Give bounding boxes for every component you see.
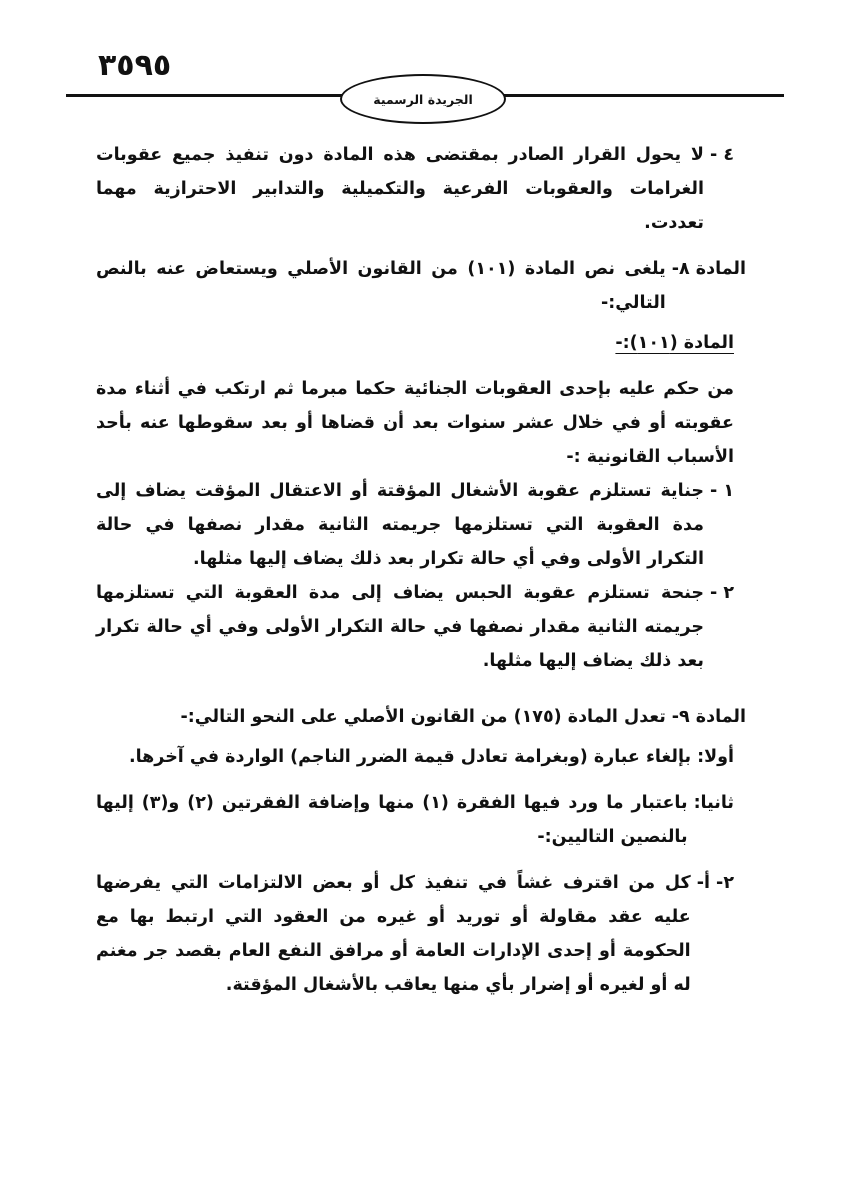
second-amendment bbox=[96, 786, 734, 854]
article-101-item-1-text: جناية تستلزم عقوبة الأشغال المؤقتة أو الاعتقال المؤقت يضاف إلى مدة العقوبة التي تستلزمها جريمته الثانية مقدار نصفها في حالة التكرار الأولى وفي أي حالة تكرار بعد ذلك يضاف إليها مثلها. bbox=[96, 481, 704, 569]
second-amendment-number: ثانيا: bbox=[693, 793, 734, 813]
article-8-label: المادة ٨- bbox=[671, 259, 746, 279]
page-content bbox=[96, 138, 746, 1002]
second-amendment-text: باعتبار ما ورد فيها الفقرة (١) منها وإضافة الفقرتين (٢) و(٣) إليها بالنصين التاليين:- bbox=[96, 793, 688, 847]
article-101-item-2-number: ٢ - bbox=[709, 583, 734, 603]
article-101-item-1 bbox=[96, 474, 734, 576]
article-8 bbox=[96, 252, 746, 320]
article-101-item-2 bbox=[96, 576, 734, 678]
first-amendment bbox=[96, 740, 734, 774]
article-9-text: تعدل المادة (١٧٥) من القانون الأصلي على النحو التالي:- bbox=[180, 707, 666, 727]
first-amendment-number: أولا: bbox=[697, 747, 734, 767]
clause-4 bbox=[96, 138, 734, 240]
paragraph-2a-text: كل من اقترف غشاً في تنفيذ كل أو بعض الالتزامات التي يفرضها عليه عقد مقاولة أو توريد أو غيره من العقود التي ارتبط بها مع الحكومة أو إحدى الإدارات العامة أو مرافق النفع العام بقصد جر مغنم له أو لغيره أو إضرار بأي منها يعاقب بالأشغال المؤقتة. bbox=[96, 873, 691, 995]
article-101-item-2-text: جنحة تستلزم عقوبة الحبس يضاف إلى مدة العقوبة التي تستلزمها جريمته الثانية مقدار نصفها في حالة التكرار الأولى وفي أي حالة تكرار بعد ذلك يضاف إليها مثلها. bbox=[96, 583, 704, 671]
clause-4-number: ٤ - bbox=[709, 145, 734, 165]
gazette-title: الجريدة الرسمية bbox=[373, 91, 473, 107]
page-number: ٣٥٩٥ bbox=[98, 48, 172, 83]
article-8-text: يلغى نص المادة (١٠١) من القانون الأصلي ويستعاض عنه بالنص التالي:- bbox=[96, 259, 666, 313]
article-9 bbox=[96, 700, 746, 734]
article-101-heading-row bbox=[96, 326, 734, 360]
paragraph-2a bbox=[96, 866, 734, 1002]
article-101-intro: من حكم عليه بإحدى العقوبات الجنائية حكما مبرما ثم ارتكب في أثناء مدة عقوبته أو في خلال عشر سنوات بعد أن قضاها أو بعد سقوطها عنه بأحد الأسباب القانونية :- bbox=[96, 379, 734, 467]
paragraph-2a-number: ٢- أ- bbox=[696, 873, 734, 893]
first-amendment-text: بإلغاء عبارة (وبغرامة تعادل قيمة الضرر الناجم) الواردة في آخرها. bbox=[128, 747, 692, 767]
clause-4-text: لا يحول القرار الصادر بمقتضى هذه المادة دون تنفيذ جميع عقوبات الغرامات والعقوبات الفرعية والتكميلية والتدابير الاحترازية مهما تعددت. bbox=[96, 145, 704, 233]
gazette-title-oval bbox=[340, 74, 506, 124]
article-101-heading: المادة (١٠١):- bbox=[615, 333, 734, 353]
article-101-item-1-number: ١ - bbox=[709, 481, 734, 501]
article-9-label: المادة ٩- bbox=[671, 707, 746, 727]
